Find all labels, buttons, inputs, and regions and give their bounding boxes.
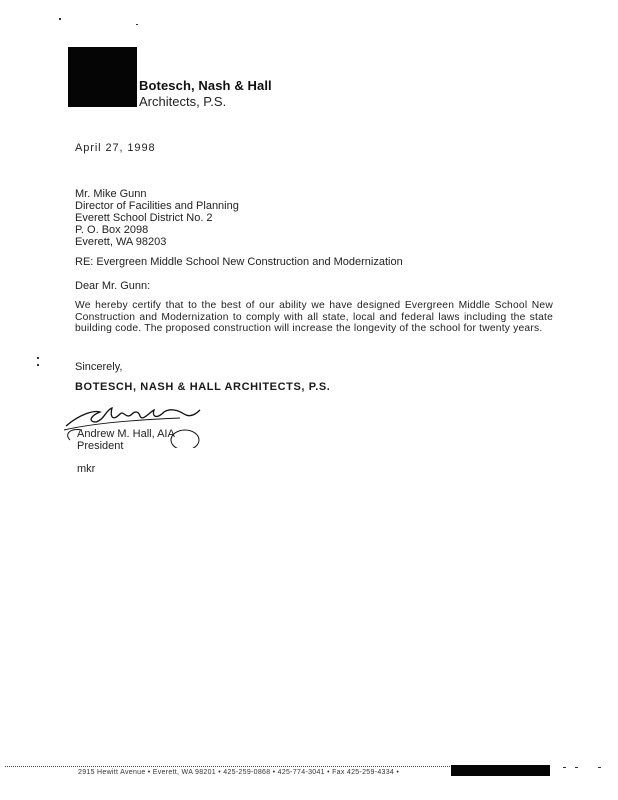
- letter-date: April 27, 1998: [75, 142, 156, 154]
- firm-name: Botesch, Nash & Hall: [139, 78, 272, 93]
- recipient-line: Director of Facilities and Planning: [75, 200, 239, 212]
- scan-speck: [575, 767, 578, 768]
- firm-subtitle: Architects, P.S.: [139, 94, 227, 109]
- scan-speck: [37, 364, 39, 366]
- recipient-line: Everett, WA 98203: [75, 236, 167, 248]
- footer-black-bar: [451, 765, 550, 776]
- scan-speck: [37, 357, 39, 359]
- firm-logo-block: [68, 47, 137, 105]
- scan-speck: [136, 24, 138, 25]
- signer-title: President: [77, 440, 124, 452]
- closing: Sincerely,: [75, 361, 123, 373]
- firm-logo-strip: [68, 101, 137, 107]
- scan-speck: [59, 18, 61, 20]
- scan-speck: [598, 767, 601, 768]
- recipient-line: P. O. Box 2098: [75, 224, 149, 236]
- recipient-line: Everett School District No. 2: [75, 212, 213, 224]
- re-line: RE: Evergreen Middle School New Construction and Modernization: [75, 256, 403, 268]
- recipient-line: Mr. Mike Gunn: [75, 188, 147, 200]
- body-paragraph: We hereby certify that to the best of our ability we have designed Evergreen Middle School New Construction and Modernization to comply with all state, local and federal laws including the state building code. The proposed construction will increase the longevity of the school for twenty years.: [75, 300, 553, 334]
- scan-speck: [563, 767, 566, 768]
- salutation: Dear Mr. Gunn:: [75, 280, 151, 292]
- signature-firm-name: BOTESCH, NASH & HALL ARCHITECTS, P.S.: [75, 381, 331, 393]
- typist-initials: mkr: [77, 463, 96, 475]
- recipient-address: [75, 188, 239, 248]
- footer-address: 2915 Hewitt Avenue • Everett, WA 98201 • 425-259-0868 • 425-774-3041 • Fax 425-259-4334 •: [78, 769, 400, 776]
- signer-name: Andrew M. Hall, AIA: [77, 428, 175, 440]
